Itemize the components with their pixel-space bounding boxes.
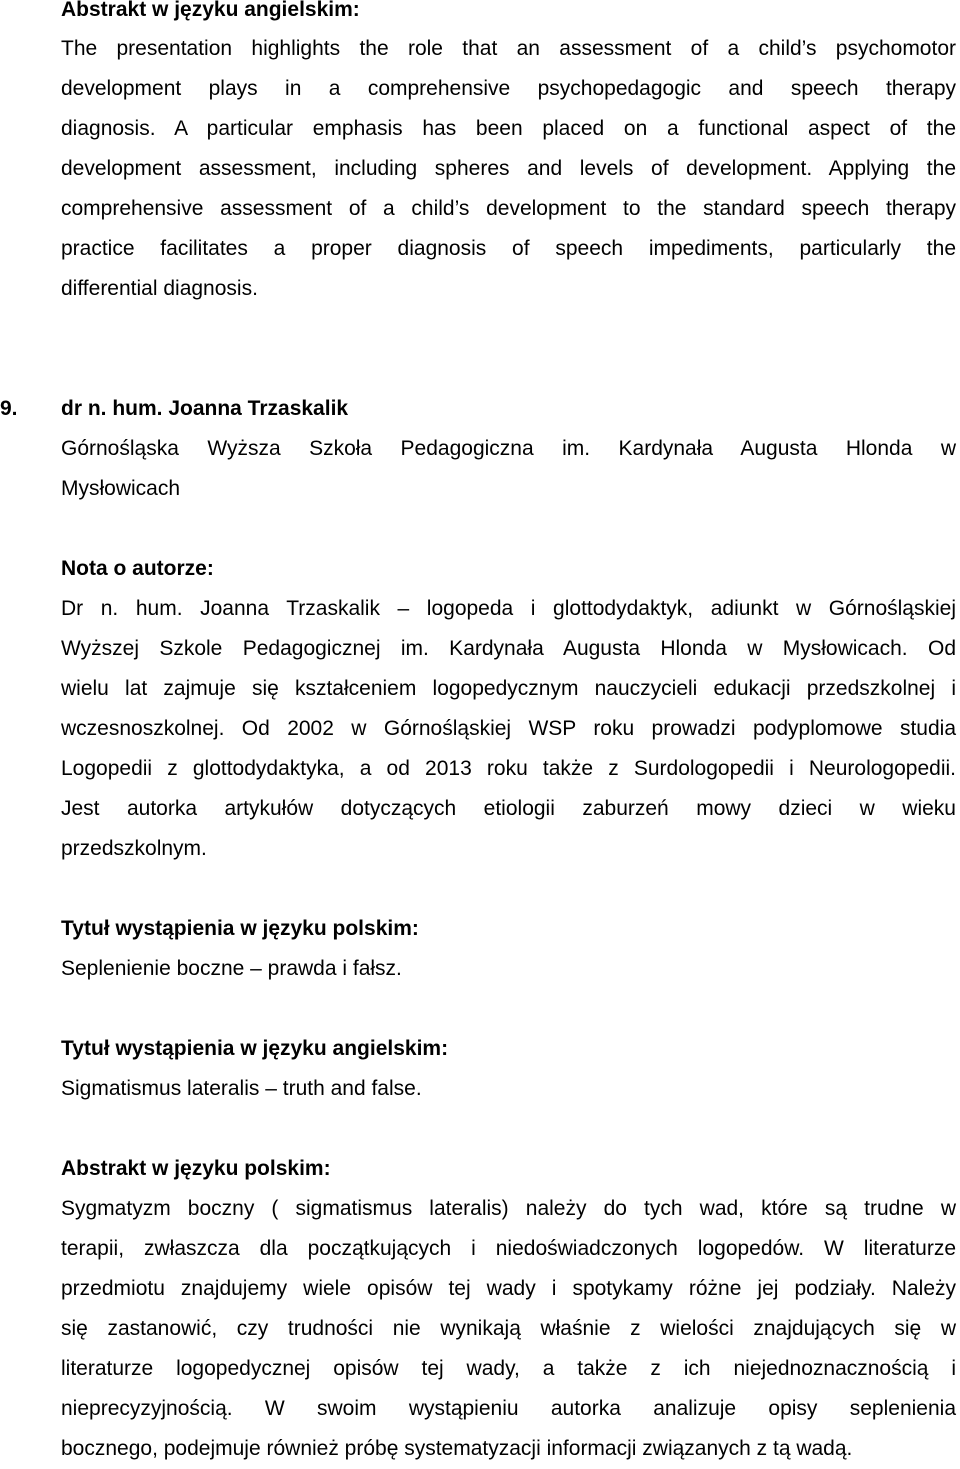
abstract-en-line: development assessment, including spheres and levels of development. Applying the xyxy=(61,157,956,180)
author-entry xyxy=(0,389,956,429)
note-heading: Nota o autorze: xyxy=(61,557,214,580)
title-en: Sigmatismus lateralis – truth and false. xyxy=(61,1077,422,1100)
note-line: wczesnoszkolnej. Od 2002 w Górnośląskiej WSP roku prowadzi podyplomowe studia xyxy=(61,717,956,740)
abstract-pl-line: bocznego, podejmuje również próbę systematyzacji informacji związanych z tą wadą. xyxy=(61,1437,853,1460)
note-line: Dr n. hum. Joanna Trzaskalik – logopeda i glottodydaktyk, adiunkt w Górnośląskiej xyxy=(61,597,956,620)
entry-number: 9. xyxy=(0,397,18,420)
abstract-pl-line: literaturze logopedycznej opisów tej wady, a także z ich niejednoznacznością i xyxy=(61,1357,956,1380)
note-line: wielu lat zajmuje się kształceniem logopedycznym nauczycieli edukacji przedszkolnej i xyxy=(61,677,956,700)
title-pl: Seplenienie boczne – prawda i fałsz. xyxy=(61,957,402,980)
author-heading: dr n. hum. Joanna Trzaskalik xyxy=(61,397,349,420)
abstract-pl-line: się zastanowić, czy trudności nie wynikają właśnie z wielości znajdujących się w xyxy=(61,1317,956,1340)
abstract-pl-line: przedmiotu znajdujemy wiele opisów tej wady i spotykamy różne jej podziały. Należy xyxy=(61,1277,956,1300)
affiliation-line: Górnośląska Wyższa Szkoła Pedagogiczna im. Kardynała Augusta Hlonda w xyxy=(61,437,956,460)
abstract-pl-line: nieprecyzyjnością. W swoim wystąpieniu autorka analizuje opisy seplenienia xyxy=(61,1397,956,1420)
abstract-en-line: differential diagnosis. xyxy=(61,277,258,300)
abstract-en-heading: Abstrakt w języku angielskim: xyxy=(61,0,360,21)
abstract-pl-line: Sygmatyzm boczny ( sigmatismus lateralis) należy do tych wad, które są trudne w xyxy=(61,1197,956,1220)
abstract-en-line: The presentation highlights the role that an assessment of a child’s psychomotor xyxy=(61,37,956,60)
abstract-pl-line: terapii, zwłaszcza dla początkujących i niedoświadczonych logopedów. W literaturze xyxy=(61,1237,956,1260)
title-en-heading: Tytuł wystąpienia w języku angielskim: xyxy=(61,1037,449,1060)
abstract-en-line: diagnosis. A particular emphasis has been placed on a functional aspect of the xyxy=(61,117,956,140)
abstract-en-line: comprehensive assessment of a child’s development to the standard speech therapy xyxy=(61,197,956,220)
title-pl-heading: Tytuł wystąpienia w języku polskim: xyxy=(61,917,419,940)
note-line: przedszkolnym. xyxy=(61,837,207,860)
abstract-en-line: practice facilitates a proper diagnosis of speech impediments, particularly the xyxy=(61,237,956,260)
affiliation-line: Mysłowicach xyxy=(61,477,181,500)
note-line: Logopedii z glottodydaktyka, a od 2013 roku także z Surdologopedii i Neurologopedii. xyxy=(61,757,956,780)
note-line: Jest autorka artykułów dotyczących etiologii zaburzeń mowy dzieci w wieku xyxy=(61,797,956,820)
abstract-en-line: development plays in a comprehensive psychopedagogic and speech therapy xyxy=(61,77,956,100)
note-line: Wyższej Szkole Pedagogicznej im. Kardynała Augusta Hlonda w Mysłowicach. Od xyxy=(61,637,956,660)
abstract-pl-heading: Abstrakt w języku polskim: xyxy=(61,1157,331,1180)
